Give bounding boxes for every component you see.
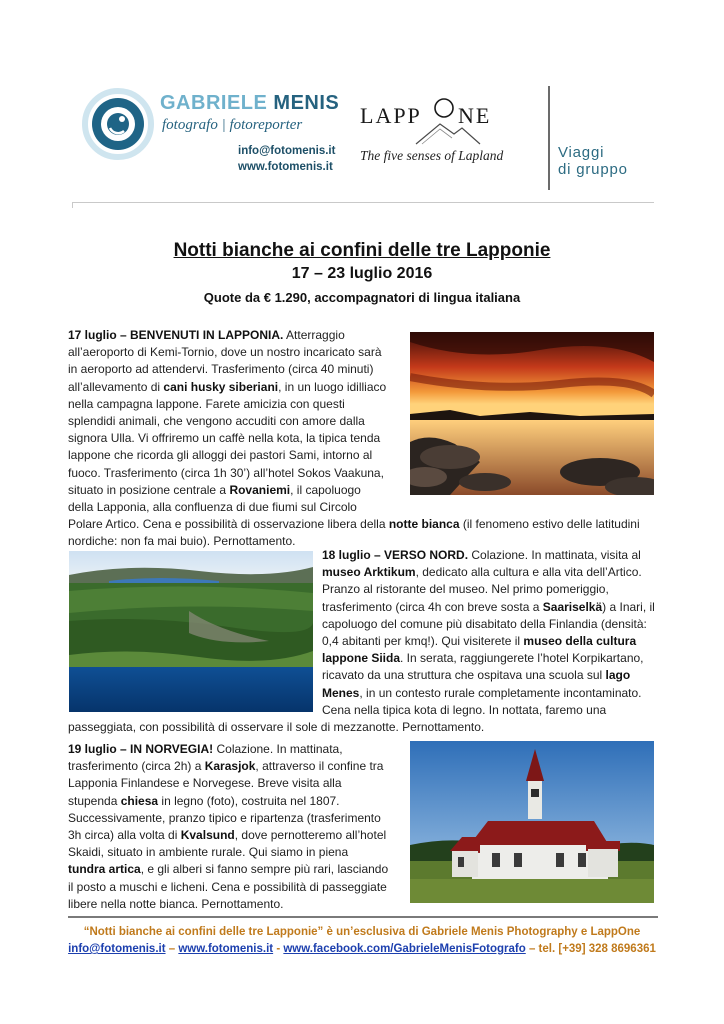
day-2-line bbox=[322, 547, 656, 564]
day-1-line: lappone che ricorda gli alloggi dei pastori Sami, intorno al bbox=[68, 448, 373, 463]
day-3-line bbox=[68, 861, 394, 878]
day-2-text-span: Colazione. In mattinata, visita al bbox=[468, 548, 641, 562]
day-1-text-span: all’allevamento di bbox=[68, 379, 164, 394]
notte-bianca-highlight: notte bianca bbox=[388, 517, 460, 531]
day-2-text-span: , in un contesto rurale completamente incontaminato. bbox=[359, 685, 642, 700]
day-2-line: passeggiata, con possibilità di osservare il sole di mezzanotte. Pernottamento. bbox=[68, 720, 485, 734]
day-1-text-wide bbox=[68, 516, 656, 550]
day-2-text-span: 0,4 abitanti per kmq!). Qui visiterete il bbox=[322, 634, 524, 649]
kvalsund-highlight: Kvalsund bbox=[180, 828, 235, 843]
day-2-text-span: trasferimento (circa 4h con breve sosta a bbox=[322, 599, 543, 614]
day-1-line: all’aeroporto di Kemi-Tornio, dove un nostro incaricato sarà bbox=[68, 345, 382, 360]
day-2-line bbox=[322, 599, 656, 616]
page-title: Notti bianche ai confini delle tre Lapponie bbox=[173, 240, 551, 261]
header-rule-tick bbox=[72, 202, 73, 208]
svg-text:NE: NE bbox=[458, 103, 492, 128]
header-email[interactable]: info@fotomenis.it bbox=[238, 145, 336, 157]
brand-last-name: MENIS bbox=[273, 92, 340, 114]
header-rule bbox=[72, 202, 654, 203]
day-2-heading: 18 luglio – VERSO NORD. bbox=[322, 548, 469, 562]
day-3-line bbox=[68, 758, 394, 775]
day-3-text bbox=[68, 741, 394, 913]
day-3-text-span: trasferimento (circa 2h) a bbox=[68, 759, 205, 774]
footer-website-link[interactable]: www.fotomenis.it bbox=[178, 943, 274, 955]
day-3-line bbox=[68, 793, 394, 810]
saariselka-highlight: Saariselkä bbox=[542, 599, 603, 614]
day-3-text-span: , e gli alberi si fanno sempre più rari, lasciando bbox=[140, 862, 389, 877]
day-1-text-span: , in un luogo idilliaco bbox=[278, 379, 387, 394]
day-1-text-span: situato in posizione centrale a bbox=[68, 482, 230, 497]
group-travel-badge bbox=[558, 144, 628, 178]
day-1-line: fuoco. Trasferimento (circa 1h 30’) all’hotel Sokos Vaakuna, bbox=[68, 465, 384, 480]
footer-separator: – bbox=[165, 943, 179, 955]
day-2-line: capoluogo del comune più disabitato della Finlandia (densità: bbox=[322, 616, 647, 631]
day-1-line bbox=[68, 516, 656, 533]
day-3-text-span: in legno (foto), costruita nel 1807. bbox=[158, 793, 340, 808]
footer-exclusive-note: “Notti bianche ai confini delle tre Lapponie” è un’esclusiva di Gabriele Menis Photography e LappOne bbox=[83, 926, 641, 938]
day-1-text-span: , il capoluogo bbox=[290, 482, 361, 497]
footer-contacts bbox=[0, 943, 724, 955]
day-1-line: nordiche: non fa mai buio). Pernottamento. bbox=[68, 534, 296, 549]
lappone-tagline: The five senses of Lapland bbox=[360, 148, 504, 163]
day-3-line: il posto a muschi e licheni. Cena e possibilità di passeggiate bbox=[68, 879, 387, 894]
day-3-heading: 19 luglio – IN NORVEGIA! bbox=[68, 742, 214, 756]
day-1-line: della Lapponia, alla confluenza di due fiumi sul Circolo bbox=[68, 500, 357, 515]
day-2-text bbox=[322, 547, 656, 719]
karasjok-highlight: Karasjok bbox=[204, 759, 256, 774]
wooden-church-photo bbox=[410, 741, 654, 903]
header-website[interactable]: www.fotomenis.it bbox=[238, 161, 333, 173]
sunset-lake-photo bbox=[410, 332, 654, 495]
day-2-line bbox=[322, 564, 656, 581]
trip-price: Quote da € 1.290, accompagnatori di lingua italiana bbox=[203, 290, 521, 305]
lago-menes-highlight: lago bbox=[605, 668, 631, 683]
brand-first-name: GABRIELE bbox=[160, 92, 268, 114]
day-1-heading: 17 luglio – BENVENUTI IN LAPPONIA. bbox=[68, 328, 284, 342]
day-1-text-span: Polare Artico. Cena e possibilità di osservazione libera della bbox=[68, 517, 389, 531]
day-3-line: Lapponia Finlandese e Norvegese. Breve visita alla bbox=[68, 776, 342, 791]
badge-line-1: Viaggi bbox=[558, 144, 605, 161]
day-3-line: Successivamente, pranzo tipico e ripartenza (trasferimento bbox=[68, 810, 381, 825]
day-3-text-span: , attraverso il confine tra bbox=[255, 759, 384, 774]
day-1-text-span: Atterraggio bbox=[283, 328, 345, 342]
day-1-line: in aeroporto ad attendervi. Trasferimento (circa 40 minuti) bbox=[68, 362, 374, 377]
day-3-text-span: stupenda bbox=[68, 793, 121, 808]
day-3-text-span: , dove pernotteremo all’hotel bbox=[234, 828, 387, 843]
gabriele-menis-logo bbox=[80, 84, 160, 164]
day-3-line: Skaidi, situato in ambiente rurale. Qui siamo in piena bbox=[68, 845, 349, 860]
trip-dates: 17 – 23 luglio 2016 bbox=[291, 265, 433, 282]
day-1-text-span: (il fenomeno estivo delle latitudini bbox=[459, 517, 640, 531]
badge-line-2: di gruppo bbox=[558, 161, 628, 178]
tundra-highlight: tundra artica bbox=[68, 862, 141, 877]
camera-eye-icon bbox=[80, 84, 160, 164]
day-2-line bbox=[322, 633, 656, 650]
day-3-line bbox=[68, 827, 394, 844]
day-2-text-wide bbox=[68, 719, 656, 736]
forest-lake-aerial-photo bbox=[69, 551, 313, 712]
lago-menes-highlight: Menes bbox=[322, 685, 360, 700]
day-1-line bbox=[68, 327, 396, 344]
husky-highlight: cani husky siberiani bbox=[163, 379, 279, 394]
chiesa-highlight: chiesa bbox=[120, 793, 159, 808]
day-2-line bbox=[322, 685, 656, 702]
day-2-text-span: ) a Inari, il bbox=[602, 599, 655, 614]
arktikum-highlight: museo Arktikum bbox=[322, 565, 416, 580]
siida-museum-highlight: lappone Siida bbox=[322, 651, 401, 666]
brand-subtitle: fotografo | fotoreporter bbox=[162, 117, 303, 133]
day-2-line: Cena nella tipica kota di legno. In nottata, faremo una bbox=[322, 702, 607, 717]
footer-facebook-link[interactable]: www.facebook.com/GabrieleMenisFotografo bbox=[283, 943, 526, 955]
day-1-line bbox=[68, 482, 396, 499]
day-3-line bbox=[68, 741, 394, 758]
footer-rule bbox=[68, 916, 658, 918]
footer-separator: - bbox=[273, 943, 284, 955]
day-1-line bbox=[68, 379, 396, 396]
day-1-line: nella campagna lappone. Farete amicizia con questi bbox=[68, 396, 345, 411]
svg-text:LAPP: LAPP bbox=[360, 103, 422, 128]
rovaniemi-highlight: Rovaniemi bbox=[229, 482, 291, 497]
day-2-line bbox=[322, 667, 656, 684]
day-1-line: signora Ulla. Vi offriremo un caffè nella kota, la tipica tenda bbox=[68, 431, 381, 446]
day-2-line: Pranzo al ristorante del museo. Nel primo pomeriggio, bbox=[322, 582, 609, 597]
day-3-text-span: 3h circa) alla volta di bbox=[68, 828, 181, 843]
brand-name bbox=[160, 92, 339, 115]
day-2-text-span: . In serata, raggiungerete l’hotel Korpikartano, bbox=[400, 651, 644, 666]
header-divider bbox=[548, 86, 550, 190]
footer-email-link[interactable]: info@fotomenis.it bbox=[68, 943, 166, 955]
day-3-text-span: Colazione. In mattinata, bbox=[213, 742, 343, 756]
footer-phone: – tel. [+39] 328 8696361 bbox=[525, 943, 656, 955]
day-2-line bbox=[322, 650, 656, 667]
day-3-line: libere nella notte bianca. Pernottamento. bbox=[68, 896, 284, 911]
day-1-text bbox=[68, 327, 396, 516]
day-2-text-span: , dedicato alla cultura e alla vita dell’Artico. bbox=[415, 565, 642, 580]
day-1-line: splendidi animali, che vengono accuditi con amore dalla bbox=[68, 414, 365, 429]
siida-museum-highlight: museo della cultura bbox=[523, 634, 637, 649]
day-2-text-span: ricavato da una struttura che ospitava una scuola sul bbox=[322, 668, 606, 683]
